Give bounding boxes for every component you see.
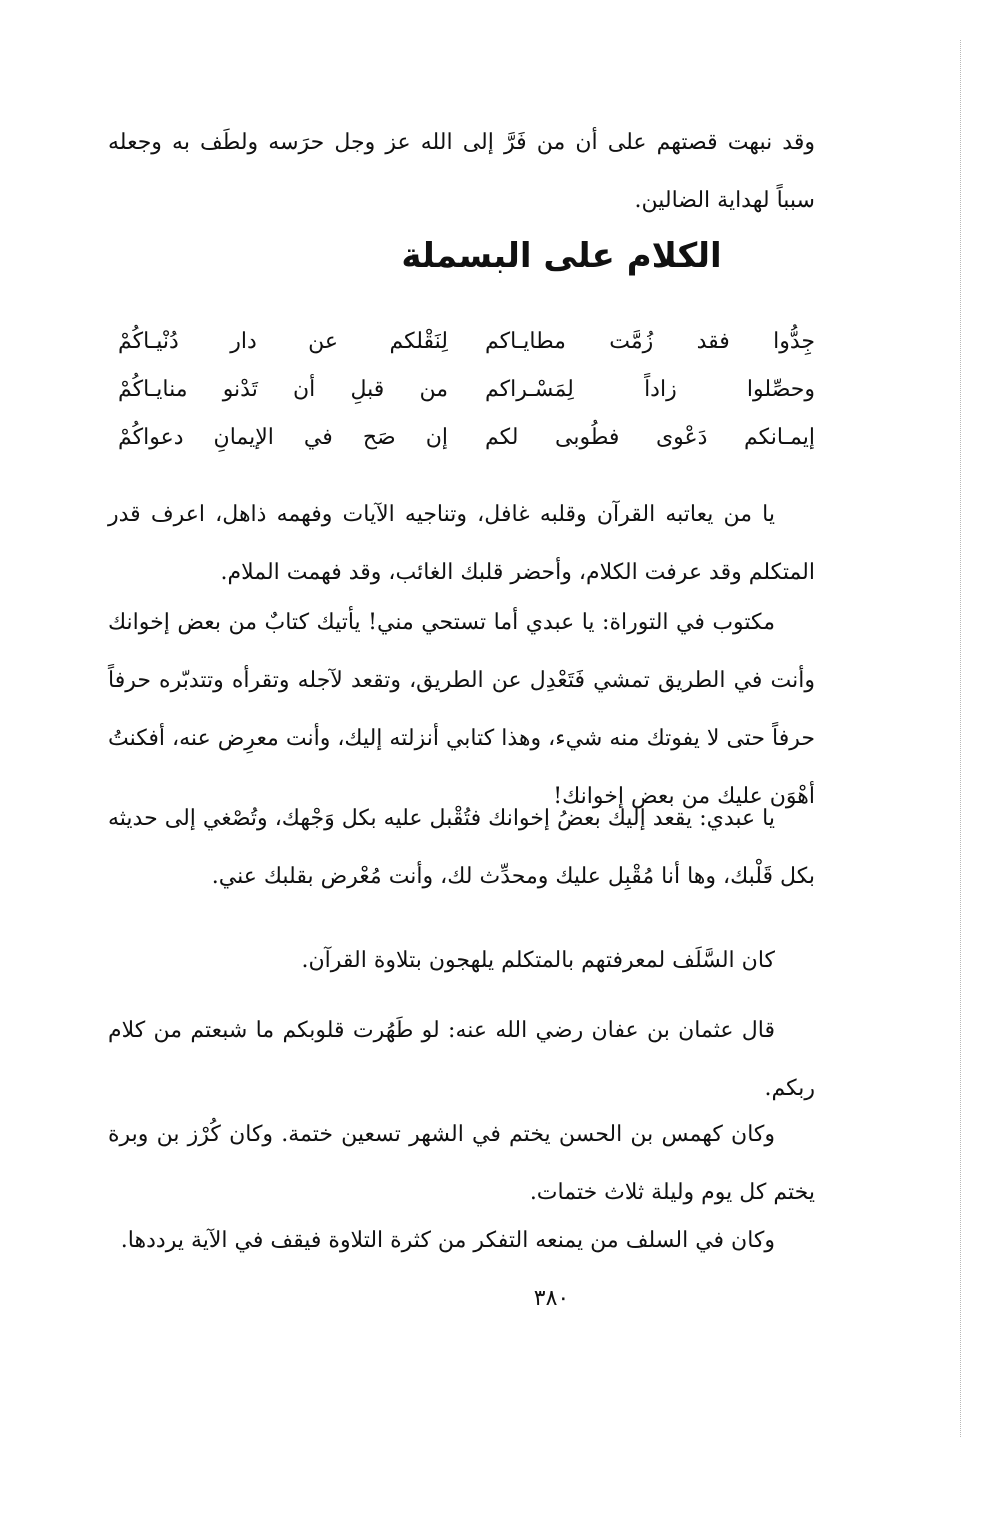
intro-paragraph: وقد نبهت قصتهم على أن من فَرَّ إلى الله عز وجل حرَسه ولطَف به وجعله سبباً لهداية الضالين. [108,130,815,213]
poem-first-hemistich: وحصِّلوا زاداً لِمَسْـراكم [485,377,815,402]
poem-line [118,366,815,414]
poem-first-hemistich: جِدُّوا فقد زُمَّت مطايـاكم [485,329,815,354]
paragraph: قال عثمان بن عفان رضي الله عنه: لو طَهُرت قلوبكم ما شبعتم من كلام ربكم. [108,1018,815,1101]
paragraph: يا من يعاتبه القرآن وقلبه غافل، وتناجيه الآيات وفهمه ذاهل، اعرف قدر المتكلم وقد عرفت الكلام، وأحضر قلبك الغائب، وقد فهمت الملام. [108,502,815,585]
paragraph: يا عبدي: يقعد إليك بعضُ إخوانك فتُقْبل عليه بكل وَجْهك، وتُصْغي إلى حديثه بكل قَلْبك، وها أنا مُقْبِل عليك ومحدِّث لك، وأنت مُعْرض بقلبك عني. [108,806,815,889]
paragraph: مكتوب في التوراة: يا عبدي أما تستحي مني! يأتيك كتابٌ من بعض إخوانك وأنت في الطريق تمشي فَتَعْدِل عن الطريق، وتقعد لآجله وتقرأه وتتدبّره حرفاً حرفاً حتى لا يفوتك منه شيء، وهذا كتابي أنزلته إليك، وأنت معرِض عنه، أفكنتُ أهْوَن عليك من بعض إخوانك! [108,610,815,809]
poem-first-hemistich: إيمـانكم دَعْوى فطُوبى لكم [485,425,815,450]
paragraph: وكان كهمس بن الحسن يختم في الشهر تسعين ختمة. وكان كُرْز بن وبرة يختم كل يوم وليلة ثلاث ختمات. [108,1122,815,1205]
paragraph: كان السَّلَف لمعرفتهم بالمتكلم يلهجون بتلاوة القرآن. [301,948,775,973]
page-number: ٣٨٠ [533,1286,570,1311]
poem-second-hemistich: من قبلِ أن تَدْنو منايـاكُمْ [118,377,448,402]
section-title: الكلام على البسملة [401,236,722,276]
poem-line [118,318,815,366]
paragraph: وكان في السلف من يمنعه التفكر من كثرة التلاوة فيقف في الآية يرددها. [120,1228,775,1253]
poem-second-hemistich: إن صَح في الإيمانِ دعواكُمْ [118,425,448,450]
poem-line [118,414,815,462]
poem-second-hemistich: لِنَقْلكم عن دار دُنْيـاكُمْ [118,329,448,354]
poem [118,318,815,462]
